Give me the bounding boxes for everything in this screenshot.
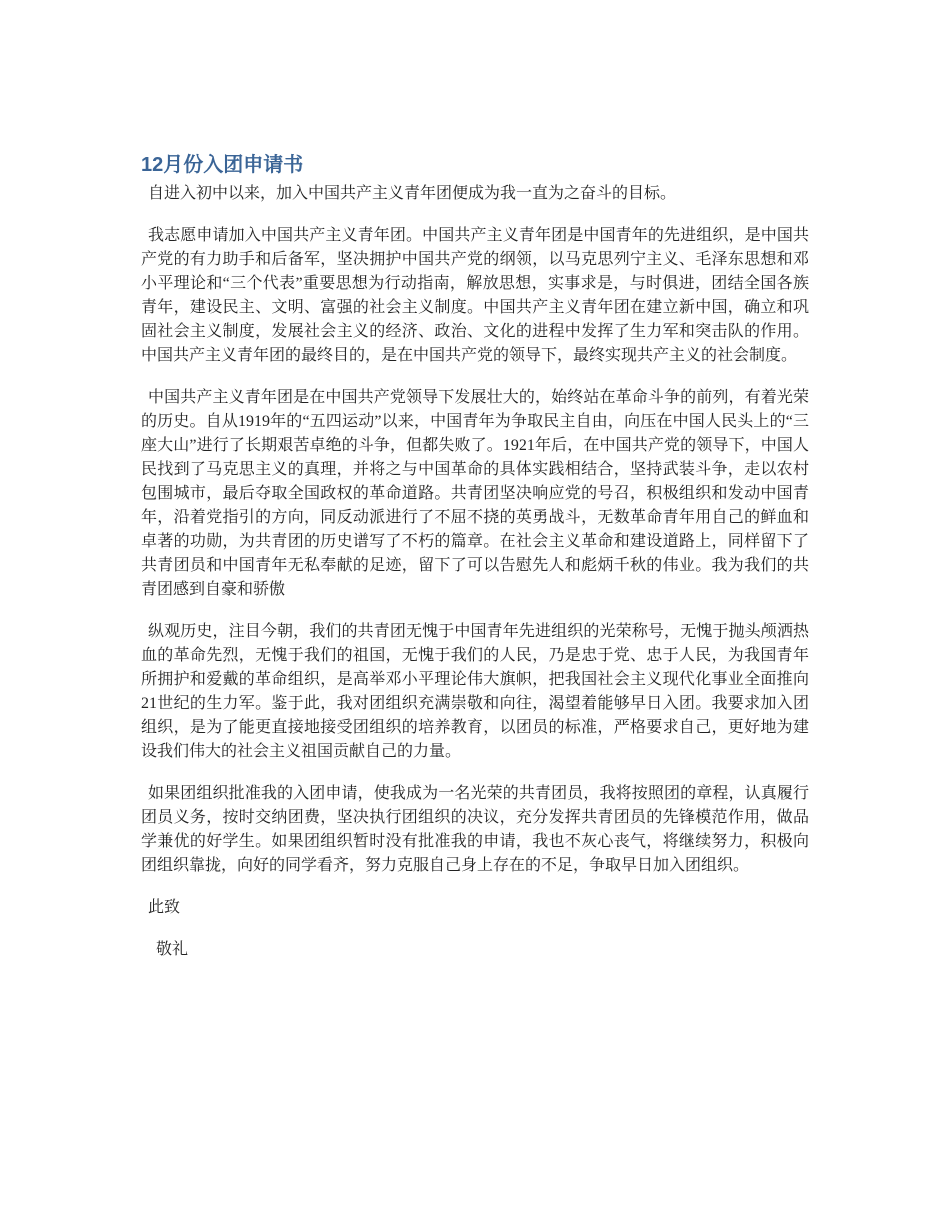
salute-text: 敬礼: [156, 941, 189, 958]
paragraph-history: 中国共产主义青年团是在中国共产党领导下发展壮大的，始终站在革命斗争的前列，有着光荣的历史。自从1919年的“五四运动”以来，中国青年为争取民主自由，向压在中国人民头上的“三座大山”进行了长期艰苦卓绝的斗争，但都失败了。1921年后，在中国共产党的领导下，中国人民找到了马克思主义的真理，并将之与中国革命的具体实践相结合，坚持武装斗争，走以农村包围城市，最后夺取全国政权的革命道路。共青团坚决响应党的号召，积极组织和发动中国青年，沿着党指引的方向，同反动派进行了不屈不挠的英勇战斗，无数革命青年用自己的鲜血和卓著的功勋，为共青团的历史谱写了不朽的篇章。在社会主义革命和建设道路上，同样留下了共青团员和中国青年无私奉献的足迹，留下了可以告慰先人和彪炳千秋的伟业。我为我们的共青团感到自豪和骄傲: [141, 389, 809, 598]
paragraph-pledge: 如果团组织批准我的入团申请，使我成为一名光荣的共青团员，我将按照团的章程，认真履行团员义务，按时交纳团费，坚决执行团组织的决议，充分发挥共青团员的先锋模范作用，做品学兼优的好学生。如果团组织暂时没有批准我的申请，我也不灰心丧气，将继续努力，积极向团组织靠拢，向好的同学看齐，努力克服自己身上存在的不足，争取早日加入团组织。: [141, 785, 809, 874]
paragraph-intro: 自进入初中以来，加入中国共产主义青年团便成为我一直为之奋斗的目标。: [148, 185, 677, 202]
paragraph-present: 纵观历史，注目今朝，我们的共青团无愧于中国青年先进组织的光荣称号，无愧于抛头颅洒热血的革命先烈，无愧于我们的祖国，无愧于我们的人民，乃是忠于党、忠于人民，为我国青年所拥护和爱戴的革命组织，是高举邓小平理论伟大旗帜，把我国社会主义现代化事业全面推向21世纪的生力军。鉴于此，我对团组织充满崇敬和向往，渴望着能够早日入团。我要求加入团组织，是为了能更直接地接受团组织的培养教育，以团员的标准，严格要求自己，更好地为建设我们伟大的社会主义祖国贡献自己的力量。: [141, 623, 809, 760]
document-title: 12月份入团申请书: [141, 154, 304, 176]
closing-text: 此致: [148, 899, 181, 916]
paragraph-application: 我志愿申请加入中国共产主义青年团。中国共产主义青年团是中国青年的先进组织，是中国共产党的有力助手和后备军，坚决拥护中国共产党的纲领，以马克思列宁主义、毛泽东思想和邓小平理论和“三个代表”重要思想为行动指南，解放思想，实事求是，与时俱进，团结全国各族青年，建设民主、文明、富强的社会主义制度。中国共产主义青年团在建立新中国，确立和巩固社会主义制度，发展社会主义的经济、政治、文化的进程中发挥了生力军和突击队的作用。中国共产主义青年团的最终目的，是在中国共产党的领导下，最终实现共产主义的社会制度。: [141, 227, 809, 364]
document-page: [141, 150, 809, 962]
